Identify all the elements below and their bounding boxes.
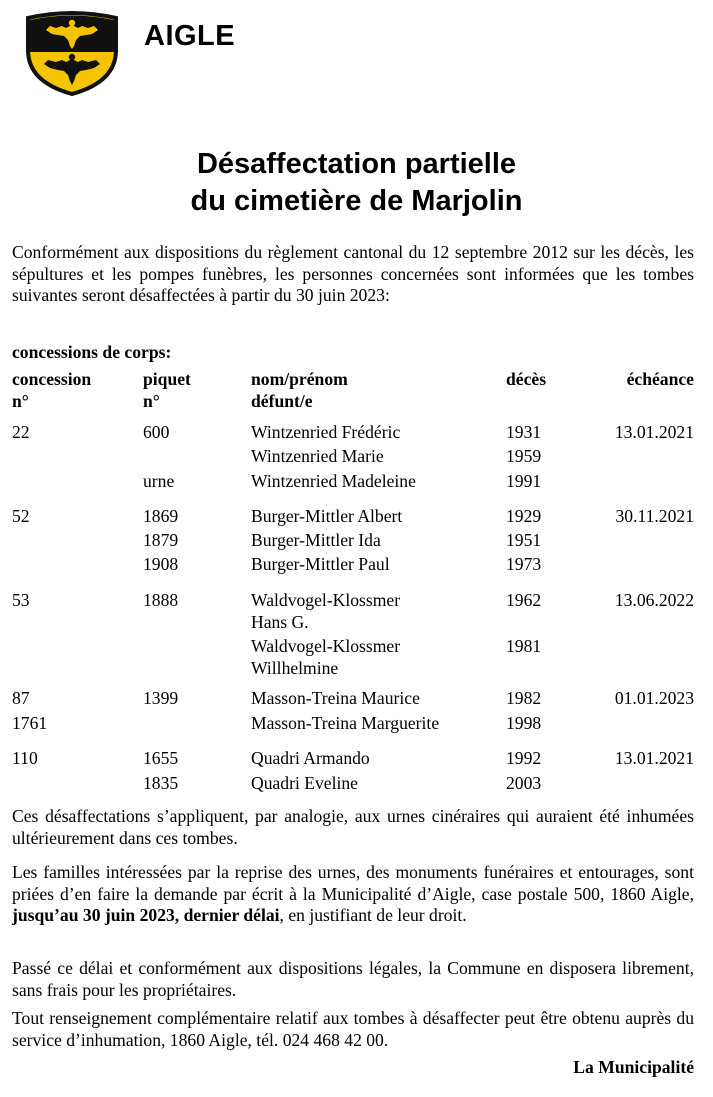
title-line-2: du cimetière de Marjolin [190, 185, 523, 217]
intro-paragraph: Conformément aux dispositions du règlement cantonal du 12 septembre 2012 sur les décès, les sépultures et les pompes funèbres, les personnes concernées sont informées que les tombes suivantes seront désaffectées à partir du 30 juin 2023: [12, 242, 694, 305]
cell-nom-line1: Waldvogel-Klossmer [251, 636, 401, 656]
cell-deces: 1992 [506, 748, 542, 768]
cell-nom-line2: Willhelmine [251, 658, 339, 678]
cell-deces: 1981 [506, 636, 542, 656]
header-deces: décès [506, 369, 547, 389]
paragraph-familles-text: Les familles intéressées par la reprise des urnes, des monuments funéraires et entourages, sont priées d’en faire la demande par écrit à la Municipalité d’Aigle, case postale 500, 1860 Aigle, [12, 862, 694, 904]
cell-concession: 110 [12, 748, 38, 768]
header-concession-line1: concession [12, 369, 92, 389]
paragraph-familles-end: , en justifiant de leur droit. [279, 905, 467, 925]
cell-nom [251, 635, 400, 679]
cell-deces: 1973 [506, 554, 542, 574]
cell-piquet: urne [143, 471, 175, 491]
header-nom-line2: défunt/e [251, 391, 313, 411]
cell-echeance: 13.06.2022 [614, 590, 694, 610]
cell-concession: 22 [12, 422, 30, 442]
cell-nom: Masson-Treina Maurice [251, 688, 420, 708]
paragraph-delai: Passé ce délai et conformément aux dispositions légales, la Commune en disposera librement, sans frais pour les propriétaires. [12, 958, 694, 1000]
cell-concession: 87 [12, 688, 30, 708]
cell-echeance: 01.01.2023 [614, 688, 694, 708]
cell-echeance: 30.11.2021 [615, 506, 694, 526]
cell-piquet: 1888 [143, 590, 179, 610]
header-nom [251, 368, 348, 412]
cell-nom: Burger-Mittler Paul [251, 554, 390, 574]
cell-nom: Burger-Mittler Ida [251, 530, 381, 550]
cell-piquet: 600 [143, 422, 170, 442]
cell-nom: Masson-Treina Marguerite [251, 713, 440, 733]
cell-deces: 1959 [506, 446, 542, 466]
cell-piquet: 1399 [143, 688, 179, 708]
cell-piquet: 1655 [143, 748, 179, 768]
cell-nom: Burger-Mittler Albert [251, 506, 403, 526]
cell-nom: Wintzenried Marie [251, 446, 384, 466]
paragraph-renseignement: Tout renseignement complémentaire relatif aux tombes à désaffecter peut être obtenu auprès du service d’inhumation, 1860 Aigle, tél. 024 468 42 00. [12, 1008, 694, 1050]
section-title: concessions de corps: [12, 342, 172, 362]
header-piquet-line2: n° [143, 391, 160, 411]
cell-nom: Wintzenried Frédéric [251, 422, 401, 442]
header-concession-line2: n° [12, 391, 29, 411]
cell-deces: 1951 [506, 530, 542, 550]
cell-concession: 1761 [12, 713, 48, 733]
cell-nom-line1: Waldvogel-Klossmer [251, 590, 401, 610]
cell-piquet: 1908 [143, 554, 179, 574]
cell-nom: Quadri Eveline [251, 773, 358, 793]
deadline-text: jusqu’au 30 juin 2023, dernier délai [12, 905, 280, 925]
aigle-coat-of-arms-icon [22, 10, 122, 96]
cell-piquet: 1835 [143, 773, 179, 793]
cell-nom-line2: Hans G. [251, 612, 309, 632]
cell-nom: Quadri Armando [251, 748, 370, 768]
cell-deces: 1929 [506, 506, 542, 526]
paragraph-urnes: Ces désaffectations s’appliquent, par analogie, aux urnes cinéraires qui auraient été inhumées ultérieurement dans ces tombes. [12, 806, 694, 848]
cell-deces: 1931 [506, 422, 542, 442]
cell-deces: 1962 [506, 590, 542, 610]
paragraph-familles [12, 862, 694, 927]
header-concession [12, 368, 91, 412]
cell-concession: 53 [12, 590, 30, 610]
cell-deces: 1998 [506, 713, 542, 733]
cell-nom [251, 589, 400, 633]
cell-piquet: 1879 [143, 530, 179, 550]
cell-piquet: 1869 [143, 506, 179, 526]
cell-concession: 52 [12, 506, 30, 526]
header [22, 10, 122, 96]
cell-deces: 2003 [506, 773, 542, 793]
cell-nom: Wintzenried Madeleine [251, 471, 416, 491]
title-line-1: Désaffectation partielle [196, 148, 517, 180]
header-echeance: échéance [626, 369, 694, 389]
cell-echeance: 13.01.2021 [614, 422, 694, 442]
cell-echeance: 13.01.2021 [614, 748, 694, 768]
cell-deces: 1982 [506, 688, 542, 708]
town-name: AIGLE [144, 20, 236, 52]
header-piquet [143, 368, 191, 412]
header-piquet-line1: piquet [143, 369, 191, 389]
header-nom-line1: nom/prénom [251, 369, 348, 389]
signature: La Municipalité [573, 1057, 694, 1077]
page-title [0, 146, 713, 220]
cell-deces: 1991 [506, 471, 542, 491]
